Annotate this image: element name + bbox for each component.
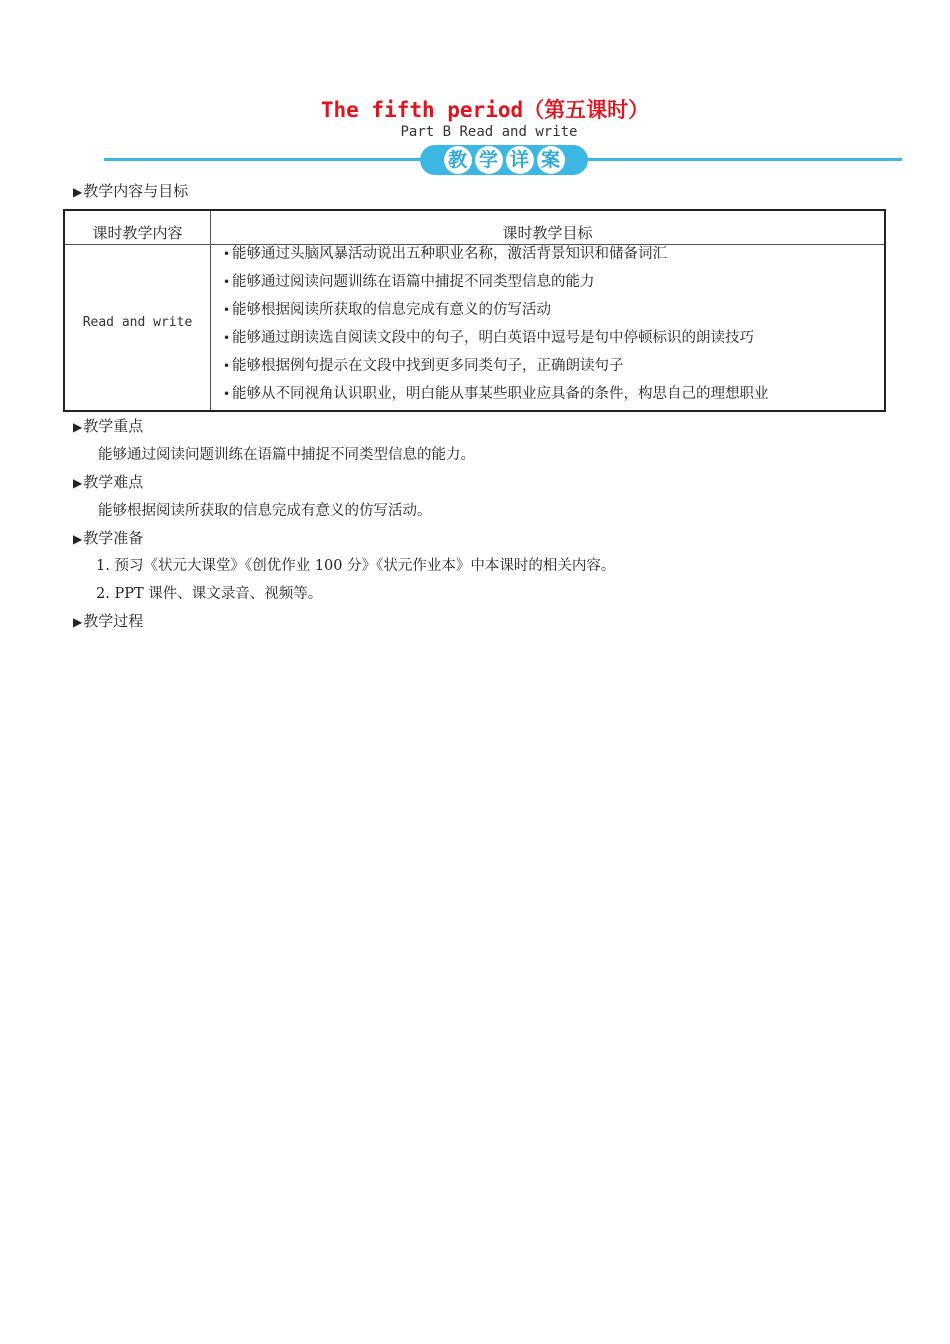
section-heading-difficulties bbox=[73, 471, 143, 492]
section-heading-text: 教学过程 bbox=[83, 612, 144, 630]
banner-char: 案 bbox=[537, 146, 565, 174]
goal-item bbox=[223, 300, 769, 328]
page-title: The fifth period（第五课时） bbox=[320, 98, 650, 122]
lesson-plan-banner bbox=[420, 145, 588, 175]
section-heading-text: 教学重点 bbox=[83, 417, 144, 435]
section-heading-content-goals bbox=[73, 180, 188, 201]
goal-text: 能够根据阅读所获取的信息完成有意义的仿写活动 bbox=[232, 302, 551, 318]
triangle-marker-icon: ▶ bbox=[73, 615, 83, 629]
goal-text: 能够从不同视角认识职业，明白能从事某些职业应具备的条件，构思自己的理想职业 bbox=[232, 386, 769, 402]
goal-text: 能够通过阅读问题训练在语篇中捕捉不同类型信息的能力 bbox=[232, 274, 595, 290]
bullet-icon: • bbox=[223, 247, 231, 261]
triangle-marker-icon: ▶ bbox=[73, 420, 83, 434]
bullet-icon: • bbox=[223, 359, 231, 373]
banner-char: 学 bbox=[475, 146, 503, 174]
banner-char: 教 bbox=[444, 146, 472, 174]
page-subtitle: Part B Read and write bbox=[400, 124, 578, 140]
section-heading-preparation bbox=[73, 527, 143, 548]
bullet-icon: • bbox=[223, 303, 231, 317]
goal-item bbox=[223, 272, 769, 300]
section-heading-process bbox=[73, 610, 143, 631]
goals-table bbox=[63, 209, 886, 412]
section-heading-text: 教学内容与目标 bbox=[83, 182, 189, 200]
goal-text: 能够通过头脑风暴活动说出五种职业名称，激活背景知识和储备词汇 bbox=[232, 246, 667, 262]
key-points-text: 能够通过阅读问题训练在语篇中捕捉不同类型信息的能力。 bbox=[98, 447, 475, 463]
goal-text: 能够通过朗读选自阅读文段中的句子，明白英语中逗号是句中停顿标识的朗读技巧 bbox=[232, 330, 754, 346]
goal-item bbox=[223, 328, 769, 356]
triangle-marker-icon: ▶ bbox=[73, 532, 83, 546]
bullet-icon: • bbox=[223, 275, 231, 289]
table-cell-content: Read and write bbox=[82, 315, 193, 330]
section-heading-text: 教学准备 bbox=[83, 529, 144, 547]
preparation-item: 1. 预习《状元大课堂》《创优作业 100 分》《状元作业本》中本课时的相关内容。 bbox=[96, 558, 616, 574]
triangle-marker-icon: ▶ bbox=[73, 185, 83, 199]
triangle-marker-icon: ▶ bbox=[73, 476, 83, 490]
bullet-icon: • bbox=[223, 331, 231, 345]
section-heading-text: 教学难点 bbox=[83, 473, 144, 491]
goal-text: 能够根据例句提示在文段中找到更多同类句子，正确朗读句子 bbox=[232, 358, 624, 374]
banner-char: 详 bbox=[506, 146, 534, 174]
goal-list bbox=[223, 244, 769, 412]
goal-item bbox=[223, 356, 769, 384]
bullet-icon: • bbox=[223, 387, 231, 401]
goal-item bbox=[223, 244, 769, 272]
goal-item bbox=[223, 384, 769, 412]
difficulties-text: 能够根据阅读所获取的信息完成有意义的仿写活动。 bbox=[98, 503, 432, 519]
table-header-content: 课时教学内容 bbox=[92, 224, 183, 242]
preparation-item: 2. PPT 课件、课文录音、视频等。 bbox=[96, 586, 323, 602]
table-header-goals: 课时教学目标 bbox=[502, 224, 593, 242]
section-heading-key-points bbox=[73, 415, 143, 436]
